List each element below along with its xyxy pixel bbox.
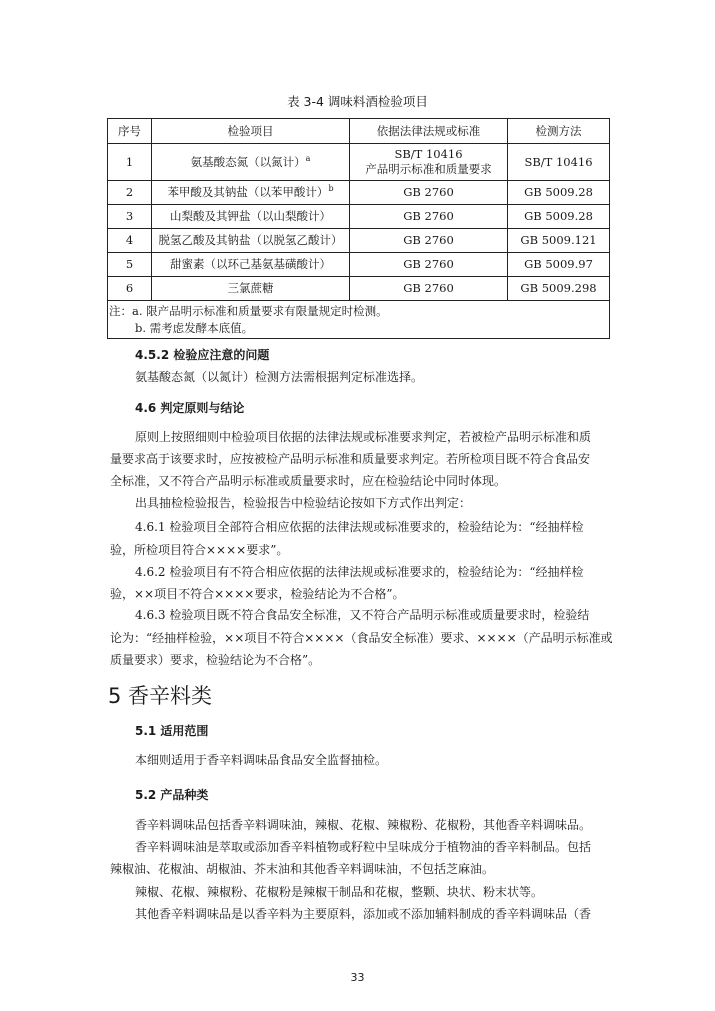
table-row bbox=[108, 229, 610, 253]
paragraph-line: 原则上按照细则中检验项目依据的法律法规或标准要求判定，若被检产品明示标准和质 bbox=[135, 430, 592, 444]
section-5-1-heading: 5.1 适用范围 bbox=[135, 724, 209, 738]
section-4-6-heading: 4.6 判定原则与结论 bbox=[135, 401, 245, 415]
item-text: 苯甲酸及其钠盐（以苯甲酸计） bbox=[167, 185, 329, 199]
cell-basis bbox=[350, 144, 508, 181]
cell-item: 甜蜜素（以环己基氨基磺酸计） bbox=[152, 253, 350, 277]
cell-item bbox=[152, 181, 350, 205]
cell-no: 1 bbox=[108, 144, 152, 181]
cell-method: GB 5009.97 bbox=[508, 253, 610, 277]
section-5-heading: 5 香辛料类 bbox=[108, 684, 213, 708]
paragraph-line: 论为：“经抽样检验，××项目不符合××××（食品安全标准）要求、××××（产品明示标准或 bbox=[110, 631, 613, 645]
cell-no: 2 bbox=[108, 181, 152, 205]
page-number: 33 bbox=[350, 971, 365, 984]
cell-no: 3 bbox=[108, 205, 152, 229]
paragraph: 本细则适用于香辛料调味品食品安全监督抽检。 bbox=[135, 753, 388, 767]
basis-line: 产品明示标准和质量要求 bbox=[365, 162, 492, 176]
table-caption: 表 3-4 调味料酒检验项目 bbox=[287, 94, 428, 109]
paragraph-line: 香辛料调味油是萃取或添加香辛料植物或籽粒中呈味成分于植物油的香辛料制品。包括 bbox=[135, 840, 592, 854]
paragraph-line: 4.6.1 检验项目全部符合相应依据的法律法规或标准要求的，检验结论为：“经抽样检 bbox=[135, 520, 584, 534]
cell-no: 5 bbox=[108, 253, 152, 277]
header-method: 检测方法 bbox=[508, 119, 610, 144]
section-4-5-2-heading: 4.5.2 检验应注意的问题 bbox=[135, 348, 270, 362]
inspection-items-table bbox=[107, 118, 610, 339]
table-row bbox=[108, 181, 610, 205]
cell-method: GB 5009.298 bbox=[508, 277, 610, 301]
table-row bbox=[108, 277, 610, 301]
paragraph-line: 出具抽检检验报告，检验报告中检验结论按如下方式作出判定： bbox=[135, 496, 472, 510]
table-row bbox=[108, 144, 610, 181]
cell-basis: GB 2760 bbox=[350, 229, 508, 253]
table-notes-row bbox=[108, 301, 610, 339]
header-item: 检验项目 bbox=[152, 119, 350, 144]
table-notes bbox=[108, 301, 610, 339]
cell-basis: GB 2760 bbox=[350, 277, 508, 301]
table-row bbox=[108, 205, 610, 229]
paragraph-line: 辣椒油、花椒油、胡椒油、芥末油和其他香辛料调味油，不包括芝麻油。 bbox=[110, 862, 495, 876]
cell-item: 三氯蔗糖 bbox=[152, 277, 350, 301]
paragraph-line: 全标准，又不符合产品明示标准或质量要求时，应在检验结论中同时体现。 bbox=[110, 474, 507, 488]
paragraph-line: 辣椒、花椒、辣椒粉、花椒粉是辣椒干制品和花椒，整颗、块状、粉末状等。 bbox=[135, 885, 544, 899]
paragraph-line: 香辛料调味品包括香辛料调味油，辣椒、花椒、辣椒粉、花椒粉，其他香辛料调味品。 bbox=[135, 818, 592, 832]
cell-no: 6 bbox=[108, 277, 152, 301]
table-row bbox=[108, 253, 610, 277]
header-basis: 依据法律法规或标准 bbox=[350, 119, 508, 144]
footnote-mark: b bbox=[328, 184, 334, 194]
paragraph-line: 验，××项目不符合××××要求，检验结论为不合格”。 bbox=[110, 587, 405, 601]
basis-line: SB/T 10416 bbox=[394, 147, 463, 161]
paragraph-line: 其他香辛料调味品是以香辛料为主要原料，添加或不添加辅料制成的香辛料调味品（香 bbox=[135, 907, 592, 921]
cell-method: SB/T 10416 bbox=[508, 144, 610, 181]
note-a: 注：a. 限产品明示标准和质量要求有限量规定时检测。 bbox=[109, 303, 388, 318]
paragraph-line: 质量要求）要求，检验结论为不合格”。 bbox=[110, 653, 321, 667]
paragraph-line: 4.6.2 检验项目有不符合相应依据的法律法规或标准要求的，检验结论为：“经抽样检 bbox=[135, 565, 584, 579]
cell-item: 脱氢乙酸及其钠盐（以脱氢乙酸计） bbox=[152, 229, 350, 253]
paragraph: 氨基酸态氮（以氮计）检测方法需根据判定标准选择。 bbox=[135, 370, 424, 384]
cell-basis: GB 2760 bbox=[350, 205, 508, 229]
note-b: b. 需考虑发酵本底值。 bbox=[135, 320, 254, 335]
cell-method: GB 5009.121 bbox=[508, 229, 610, 253]
footnote-mark: a bbox=[305, 153, 311, 163]
cell-item: 山梨酸及其钾盐（以山梨酸计） bbox=[152, 205, 350, 229]
table-header-row bbox=[108, 119, 610, 144]
paragraph-line: 4.6.3 检验项目既不符合食品安全标准，又不符合产品明示标准或质量要求时，检验结 bbox=[135, 608, 590, 622]
cell-item bbox=[152, 144, 350, 181]
header-no: 序号 bbox=[108, 119, 152, 144]
cell-method: GB 5009.28 bbox=[508, 181, 610, 205]
cell-no: 4 bbox=[108, 229, 152, 253]
paragraph-line: 验，所检项目符合××××要求”。 bbox=[110, 543, 289, 557]
item-text: 氨基酸态氮（以氮计） bbox=[190, 154, 306, 169]
section-5-2-heading: 5.2 产品种类 bbox=[135, 788, 209, 802]
cell-basis: GB 2760 bbox=[350, 181, 508, 205]
paragraph-line: 量要求高于该要求时，应按被检产品明示标准和质量要求判定。若所检项目既不符合食品安 bbox=[110, 452, 591, 466]
cell-basis: GB 2760 bbox=[350, 253, 508, 277]
cell-method: GB 5009.28 bbox=[508, 205, 610, 229]
